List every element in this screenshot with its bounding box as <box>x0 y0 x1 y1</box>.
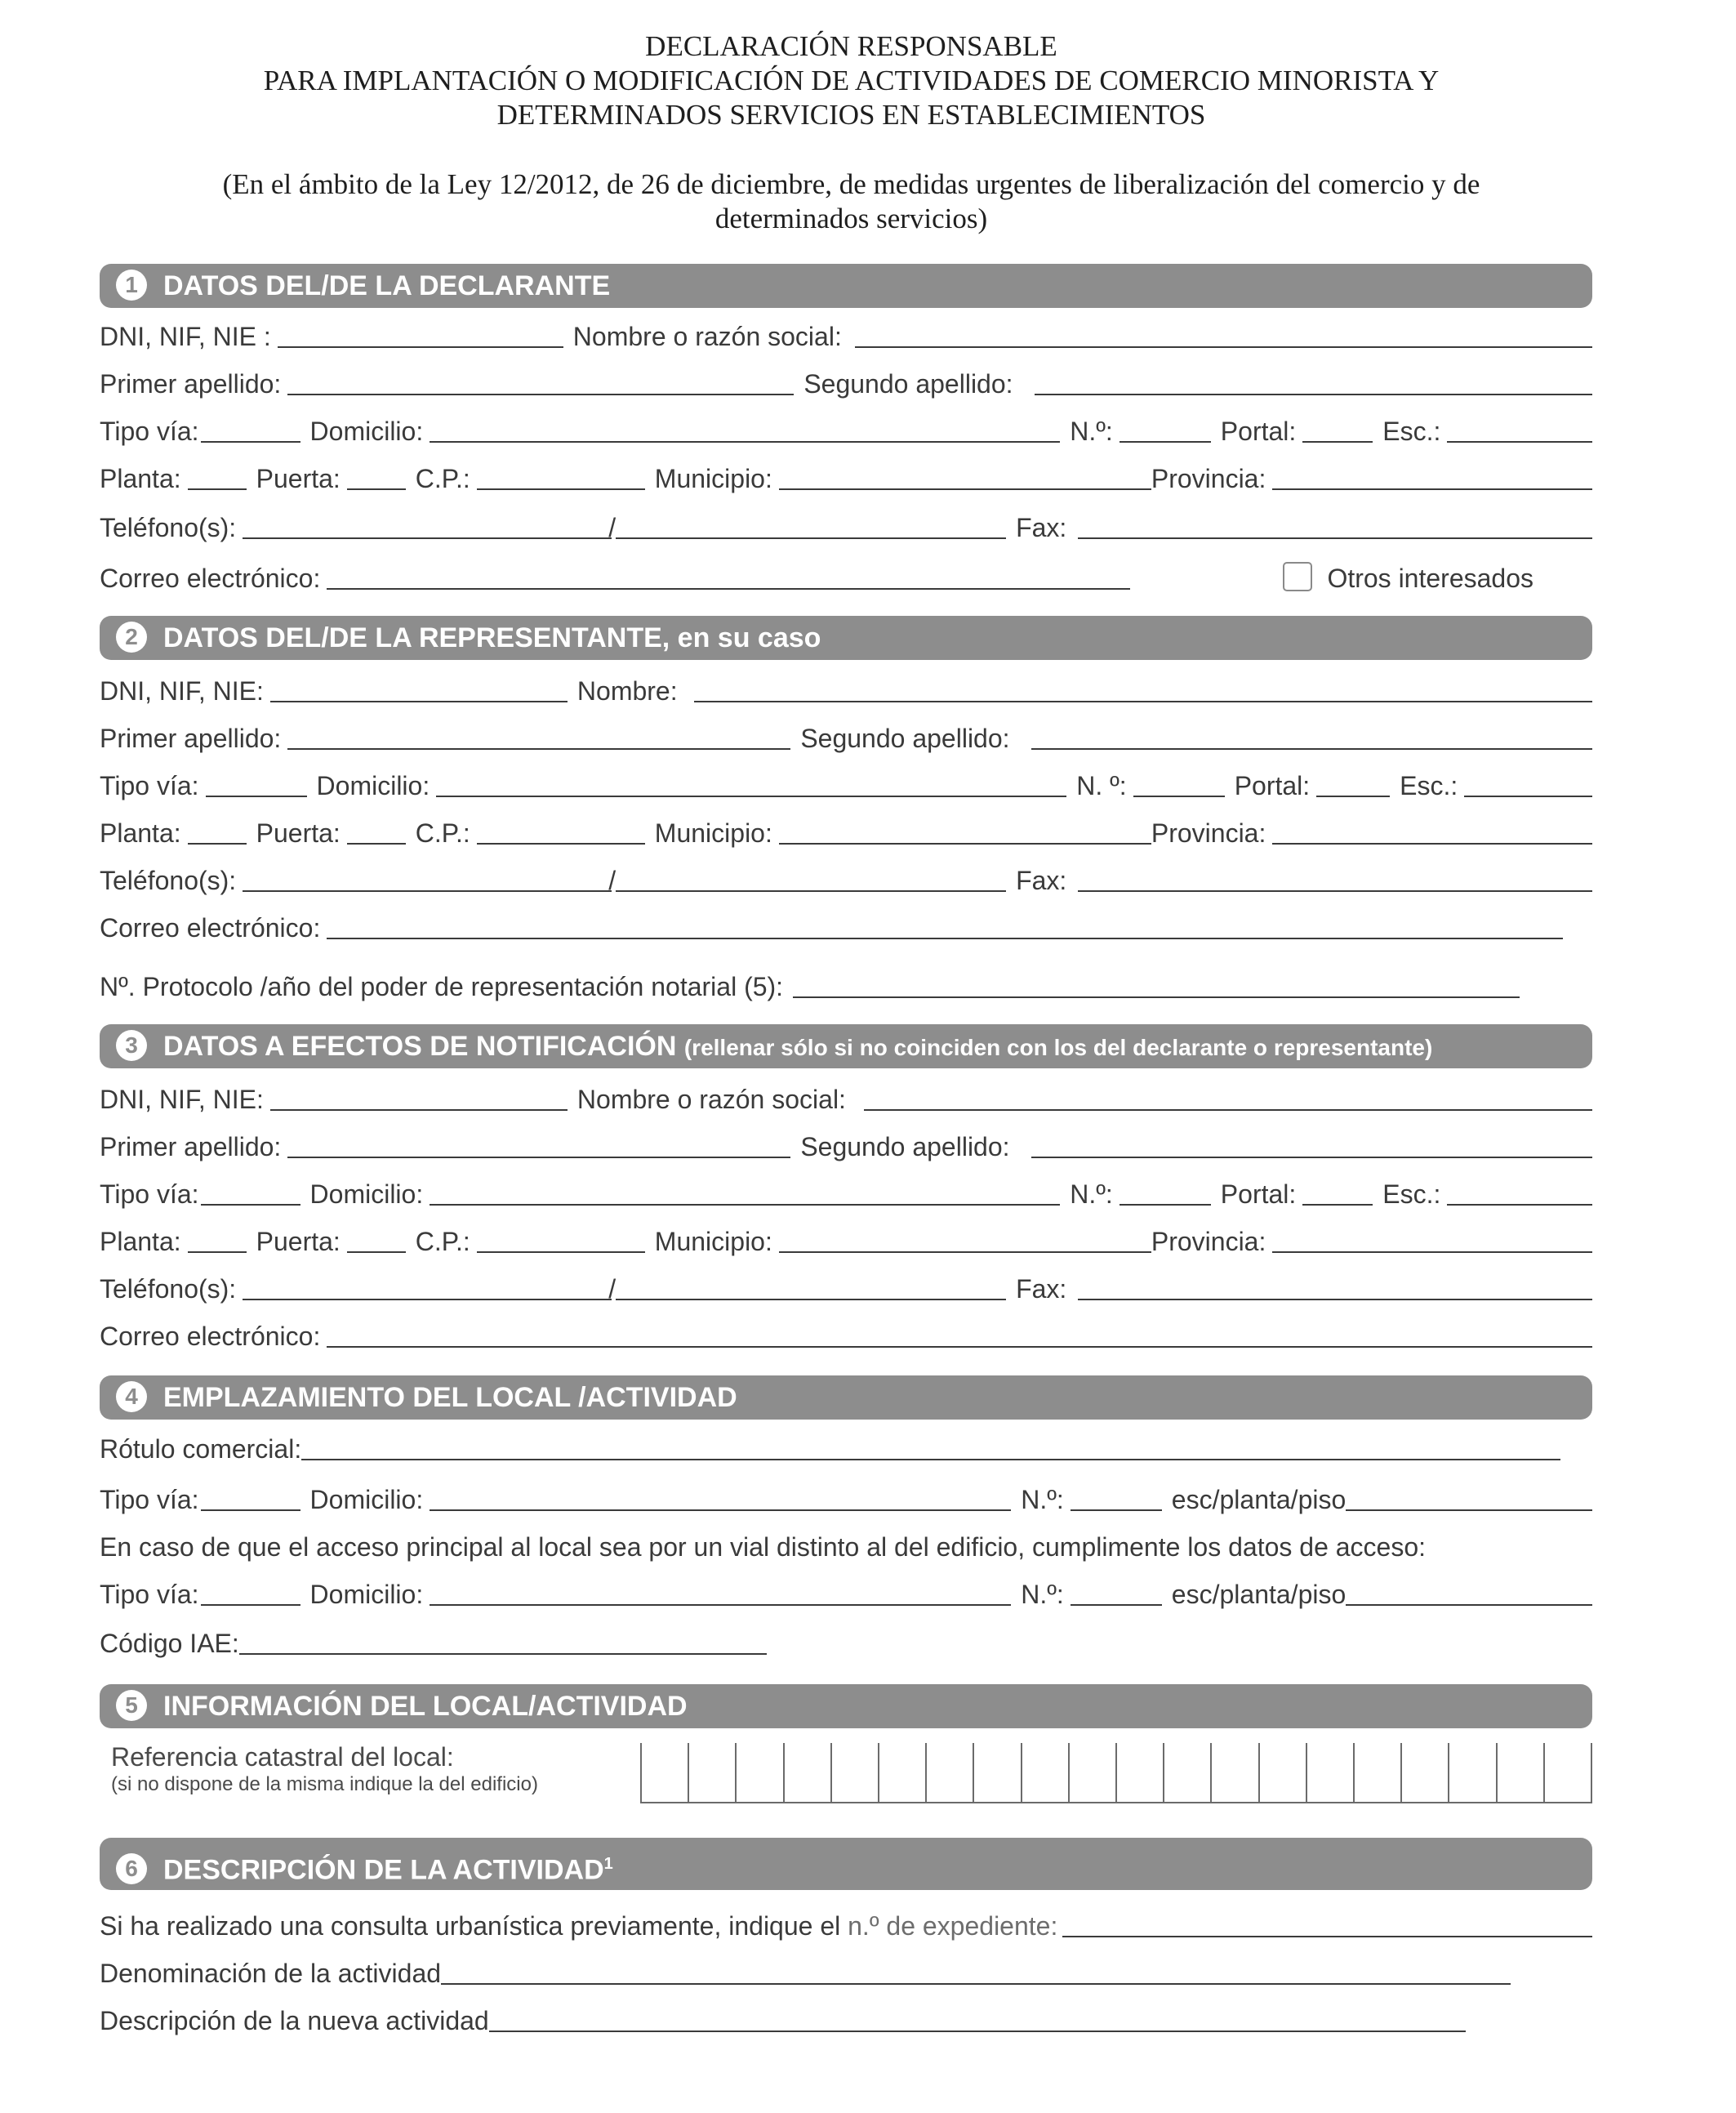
law-reference-line-2: determinados servicios) <box>714 203 988 234</box>
postal-code-field[interactable] <box>477 488 645 490</box>
activity-name-label: Denominación de la actividad <box>100 1959 442 1988</box>
notif-door-label: Puerta: <box>256 1227 341 1256</box>
notif-municipality-label: Municipio: <box>654 1227 772 1256</box>
section-4-header <box>100 1375 1592 1420</box>
s3-row-address <box>100 1176 1592 1212</box>
rep-phone-field-2[interactable] <box>616 889 1006 892</box>
commercial-sign-field[interactable] <box>301 1458 1560 1460</box>
rep-number-field[interactable] <box>1133 795 1225 797</box>
rep-fax-label: Fax: <box>1016 866 1067 895</box>
cadastral-reference-cell[interactable] <box>1260 1743 1307 1802</box>
notif-second-surname-field[interactable] <box>1031 1156 1592 1158</box>
second-surname-field[interactable] <box>1035 393 1592 395</box>
rep-name-label: Nombre: <box>576 676 678 706</box>
s2-row-protocol <box>100 969 1592 1005</box>
access-number-field[interactable] <box>1071 1603 1162 1606</box>
section-number-badge: 6 <box>116 1853 147 1884</box>
cadastral-reference-cell[interactable] <box>1164 1743 1212 1802</box>
notary-protocol-field[interactable] <box>793 996 1520 998</box>
cadastral-reference-cell[interactable] <box>832 1743 879 1802</box>
notif-address-field[interactable] <box>430 1203 1060 1206</box>
cadastral-reference-cell[interactable] <box>1449 1743 1497 1802</box>
address-label: Domicilio: <box>309 417 424 446</box>
s3-row-location <box>100 1224 1592 1259</box>
phone-label: Teléfono(s): <box>100 513 237 542</box>
door-label: Puerta: <box>256 464 341 493</box>
form-title-line-1: DECLARACIÓN RESPONSABLE <box>645 30 1057 62</box>
cadastral-reference-cell[interactable] <box>785 1743 832 1802</box>
cadastral-reference-cell[interactable] <box>1545 1743 1591 1802</box>
premises-floor-field[interactable] <box>1346 1509 1592 1511</box>
s3-row-id <box>100 1081 1592 1117</box>
notif-second-surname-label: Segundo apellido: <box>800 1132 1010 1161</box>
law-reference-line-1: (En el ámbito de la Ley 12/2012, de 26 de diciembre, de medidas urgentes de liberalización del comercio y de <box>222 168 1480 200</box>
premises-number-field[interactable] <box>1071 1509 1162 1511</box>
cadastral-reference-label <box>111 1741 538 1797</box>
name-label: Nombre o razón social: <box>572 322 842 351</box>
rep-province-label: Provincia: <box>1151 818 1266 848</box>
rep-dni-label: DNI, NIF, NIE: <box>100 676 264 706</box>
notif-name-label: Nombre o razón social: <box>576 1085 846 1114</box>
section-3-header <box>100 1024 1592 1068</box>
iae-code-label: Código IAE: <box>100 1629 239 1658</box>
rep-street-type-field[interactable] <box>206 795 307 797</box>
file-number-field[interactable] <box>1062 1935 1592 1937</box>
fax-label: Fax: <box>1016 513 1067 542</box>
s6-row-name <box>100 1955 1592 1991</box>
notif-floor-label: Planta: <box>100 1227 181 1256</box>
section-title: EMPLAZAMIENTO DEL LOCAL /ACTIVIDAD <box>163 1382 737 1413</box>
name-field[interactable] <box>855 345 1592 348</box>
section-title: DATOS A EFECTOS DE NOTIFICACIÓN <box>163 1031 677 1062</box>
s4-row-access-note <box>100 1529 1592 1565</box>
s1-row-address <box>100 413 1592 449</box>
address-field[interactable] <box>430 440 1060 443</box>
s1-row-surnames <box>100 366 1592 402</box>
portal-label: Portal: <box>1220 417 1297 446</box>
s4-row-address <box>100 1482 1592 1518</box>
s3-row-phone <box>100 1271 1592 1307</box>
cadastral-reference-cell[interactable] <box>1212 1743 1259 1802</box>
s1-row-location <box>100 461 1592 497</box>
stair-field[interactable] <box>1447 440 1592 443</box>
s3-row-surnames <box>100 1129 1592 1165</box>
notif-number-field[interactable] <box>1119 1203 1211 1206</box>
notif-fax-field[interactable] <box>1078 1298 1592 1300</box>
s6-row-consultation <box>100 1908 1592 1944</box>
dni-label: DNI, NIF, NIE : <box>100 322 271 351</box>
s1-row-email <box>100 560 1592 596</box>
rep-address-field[interactable] <box>436 795 1066 797</box>
notif-province-label: Provincia: <box>1151 1227 1266 1256</box>
rep-postal-code-label: C.P.: <box>415 818 470 848</box>
s2-row-surnames <box>100 720 1592 756</box>
stair-label: Esc.: <box>1382 417 1441 446</box>
section-subtitle: (rellenar sólo si no coinciden con los del declarante o representante) <box>683 1035 1433 1060</box>
section-number-badge: 2 <box>116 622 147 653</box>
notif-province-field[interactable] <box>1272 1250 1592 1253</box>
municipality-label: Municipio: <box>654 464 772 493</box>
first-surname-label: Primer apellido: <box>100 369 282 399</box>
form-title-line-2: PARA IMPLANTACIÓN O MODIFICACIÓN DE ACTIVIDADES DE COMERCIO MINORISTA Y <box>263 65 1440 96</box>
email-field[interactable] <box>327 587 1130 590</box>
s2-row-id <box>100 673 1592 709</box>
phone-field-2[interactable] <box>616 537 1006 539</box>
rep-phone-label: Teléfono(s): <box>100 866 237 895</box>
cadastral-reference-cell[interactable] <box>642 1743 689 1802</box>
rep-second-surname-label: Segundo apellido: <box>800 724 1010 753</box>
rep-email-field[interactable] <box>327 937 1563 939</box>
s4-row-iae <box>100 1625 1592 1661</box>
rep-phone-field-1[interactable] <box>243 889 612 892</box>
rep-first-surname-field[interactable] <box>287 747 790 750</box>
notif-first-surname-field[interactable] <box>287 1156 790 1158</box>
cadastral-reference-cell[interactable] <box>974 1743 1022 1802</box>
rep-first-surname-label: Primer apellido: <box>100 724 282 753</box>
access-street-type-field[interactable] <box>201 1603 300 1606</box>
rep-portal-field[interactable] <box>1316 795 1390 797</box>
footnote-marker: 1 <box>603 1855 613 1873</box>
s2-row-email <box>100 910 1592 946</box>
notif-portal-label: Portal: <box>1220 1179 1297 1209</box>
notif-portal-field[interactable] <box>1302 1203 1373 1206</box>
s1-row-phone <box>100 510 1592 546</box>
cadastral-reference-cell[interactable] <box>927 1743 974 1802</box>
rep-province-field[interactable] <box>1272 842 1592 845</box>
province-label: Provincia: <box>1151 464 1266 493</box>
first-surname-field[interactable] <box>287 393 794 395</box>
province-field[interactable] <box>1272 488 1592 490</box>
dni-field[interactable] <box>278 345 563 348</box>
cadastral-reference-cell[interactable] <box>737 1743 784 1802</box>
access-address-field[interactable] <box>430 1603 1011 1606</box>
rep-dni-field[interactable] <box>270 700 568 702</box>
rep-stair-field[interactable] <box>1464 795 1592 797</box>
s6-row-description <box>100 2003 1592 2039</box>
cadastral-reference-cell[interactable] <box>1402 1743 1449 1802</box>
section-1-header <box>100 264 1592 308</box>
s3-row-email <box>100 1318 1592 1354</box>
rep-fax-field[interactable] <box>1078 889 1592 892</box>
phone-field-1[interactable] <box>243 537 612 539</box>
rep-door-field[interactable] <box>347 842 406 845</box>
notif-email-field[interactable] <box>327 1345 1592 1348</box>
rep-portal-label: Portal: <box>1234 771 1311 800</box>
other-parties-label: Otros interesados <box>1327 564 1533 593</box>
section-number-badge: 3 <box>116 1030 147 1061</box>
cadastral-reference-cell[interactable] <box>1307 1743 1355 1802</box>
s2-row-address <box>100 768 1592 804</box>
cadastral-reference-cell[interactable] <box>689 1743 737 1802</box>
municipality-field[interactable] <box>779 488 1151 490</box>
notif-fax-label: Fax: <box>1016 1274 1067 1304</box>
notary-protocol-label: Nº. Protocolo /año del poder de representación notarial (5): <box>100 972 784 1001</box>
fax-field[interactable] <box>1078 537 1592 539</box>
notif-postal-code-label: C.P.: <box>415 1227 470 1256</box>
file-number-label: n.º de expediente: <box>848 1911 1058 1941</box>
cadastral-reference-cell[interactable] <box>1355 1743 1402 1802</box>
access-note: En caso de que el acceso principal al local sea por un vial distinto al del edificio, cumplimente los datos de acceso: <box>100 1532 1427 1562</box>
notif-stair-field[interactable] <box>1447 1203 1592 1206</box>
cadastral-reference-cell[interactable] <box>1117 1743 1164 1802</box>
premises-address-field[interactable] <box>430 1509 1011 1511</box>
rep-street-type-label: Tipo vía: <box>100 771 199 800</box>
notif-postal-code-field[interactable] <box>477 1250 645 1253</box>
s2-row-phone <box>100 863 1592 898</box>
rep-second-surname-field[interactable] <box>1031 747 1592 750</box>
section-title: DESCRIPCIÓN DE LA ACTIVIDAD <box>163 1854 604 1886</box>
rep-number-label: N. º: <box>1076 771 1127 800</box>
premises-street-type-field[interactable] <box>201 1509 300 1511</box>
rep-email-label: Correo electrónico: <box>100 913 321 943</box>
notif-name-field[interactable] <box>864 1108 1592 1111</box>
notif-dni-field[interactable] <box>270 1108 568 1111</box>
access-number-label: N.º: <box>1021 1580 1064 1609</box>
section-6-header <box>100 1838 1592 1890</box>
email-label: Correo electrónico: <box>100 564 321 593</box>
activity-description-field[interactable] <box>489 2030 1466 2032</box>
section-title: INFORMACIÓN DEL LOCAL/ACTIVIDAD <box>163 1691 688 1722</box>
notif-dni-label: DNI, NIF, NIE: <box>100 1085 264 1114</box>
premises-number-label: N.º: <box>1021 1485 1064 1514</box>
access-street-type-label: Tipo vía: <box>100 1580 199 1609</box>
notif-address-label: Domicilio: <box>309 1179 424 1209</box>
section-5-header <box>100 1684 1592 1728</box>
cadastral-reference-cell[interactable] <box>879 1743 927 1802</box>
cadastral-reference-title: Referencia catastral del local: <box>111 1742 454 1772</box>
notif-street-type-label: Tipo vía: <box>100 1179 199 1209</box>
premises-floor-label: esc/planta/piso <box>1171 1485 1347 1514</box>
street-type-label: Tipo vía: <box>100 417 199 446</box>
notif-door-field[interactable] <box>347 1250 406 1253</box>
notif-floor-field[interactable] <box>188 1250 247 1253</box>
phone-separator: / <box>608 513 617 542</box>
section-number-badge: 5 <box>116 1690 147 1721</box>
rep-municipality-field[interactable] <box>779 842 1151 845</box>
rep-stair-label: Esc.: <box>1400 771 1458 800</box>
notif-phone-field-1[interactable] <box>243 1298 612 1300</box>
notif-email-label: Correo electrónico: <box>100 1322 321 1351</box>
s4-row-sign <box>100 1431 1592 1467</box>
number-field[interactable] <box>1119 440 1211 443</box>
urban-consultation-label: Si ha realizado una consulta urbanística previamente, indique el <box>100 1911 848 1941</box>
cadastral-reference-cell[interactable] <box>1498 1743 1545 1802</box>
notif-municipality-field[interactable] <box>779 1250 1151 1253</box>
s4-row-access-address <box>100 1576 1592 1612</box>
section-number-badge: 1 <box>116 270 147 301</box>
rep-floor-field[interactable] <box>188 842 247 845</box>
rep-door-label: Puerta: <box>256 818 341 848</box>
form-title-line-3: DETERMINADOS SERVICIOS EN ESTABLECIMIENTOS <box>496 99 1206 131</box>
s1-row-id <box>100 319 1592 354</box>
activity-name-field[interactable] <box>441 1982 1511 1985</box>
notif-number-label: N.º: <box>1070 1179 1113 1209</box>
notif-stair-label: Esc.: <box>1382 1179 1441 1209</box>
section-2-header <box>100 616 1592 660</box>
rep-name-field[interactable] <box>694 700 1592 702</box>
floor-label: Planta: <box>100 464 181 493</box>
section-title: DATOS DEL/DE LA REPRESENTANTE, en su caso <box>163 622 821 653</box>
premises-street-type-label: Tipo vía: <box>100 1485 199 1514</box>
notif-phone-separator: / <box>608 1274 617 1304</box>
rep-address-label: Domicilio: <box>316 771 430 800</box>
rep-floor-label: Planta: <box>100 818 181 848</box>
door-field[interactable] <box>347 488 406 490</box>
postal-code-label: C.P.: <box>415 464 470 493</box>
s2-row-location <box>100 815 1592 851</box>
rep-postal-code-field[interactable] <box>477 842 645 845</box>
section-number-badge: 4 <box>116 1381 147 1412</box>
access-address-label: Domicilio: <box>309 1580 424 1609</box>
rep-municipality-label: Municipio: <box>654 818 772 848</box>
number-label: N.º: <box>1070 417 1113 446</box>
notif-street-type-field[interactable] <box>201 1203 300 1206</box>
commercial-sign-label: Rótulo comercial: <box>100 1434 302 1464</box>
cadastral-reference-grid <box>640 1743 1592 1803</box>
street-type-field[interactable] <box>201 440 300 443</box>
portal-field[interactable] <box>1302 440 1373 443</box>
cadastral-reference-cell[interactable] <box>1022 1743 1070 1802</box>
notif-phone-label: Teléfono(s): <box>100 1274 237 1304</box>
section-title: DATOS DEL/DE LA DECLARANTE <box>163 270 611 301</box>
other-parties-checkbox[interactable] <box>1283 562 1312 591</box>
cadastral-reference-note: (si no dispone de la misma indique la del edificio) <box>111 1773 538 1795</box>
rep-phone-separator: / <box>608 866 617 895</box>
iae-code-field[interactable] <box>239 1652 767 1655</box>
notif-first-surname-label: Primer apellido: <box>100 1132 282 1161</box>
floor-field[interactable] <box>188 488 247 490</box>
second-surname-label: Segundo apellido: <box>803 369 1013 399</box>
notif-phone-field-2[interactable] <box>616 1298 1006 1300</box>
access-floor-label: esc/planta/piso <box>1171 1580 1347 1609</box>
premises-address-label: Domicilio: <box>309 1485 424 1514</box>
access-floor-field[interactable] <box>1346 1603 1592 1606</box>
cadastral-reference-cell[interactable] <box>1070 1743 1117 1802</box>
activity-description-label: Descripción de la nueva actividad <box>100 2006 489 2035</box>
